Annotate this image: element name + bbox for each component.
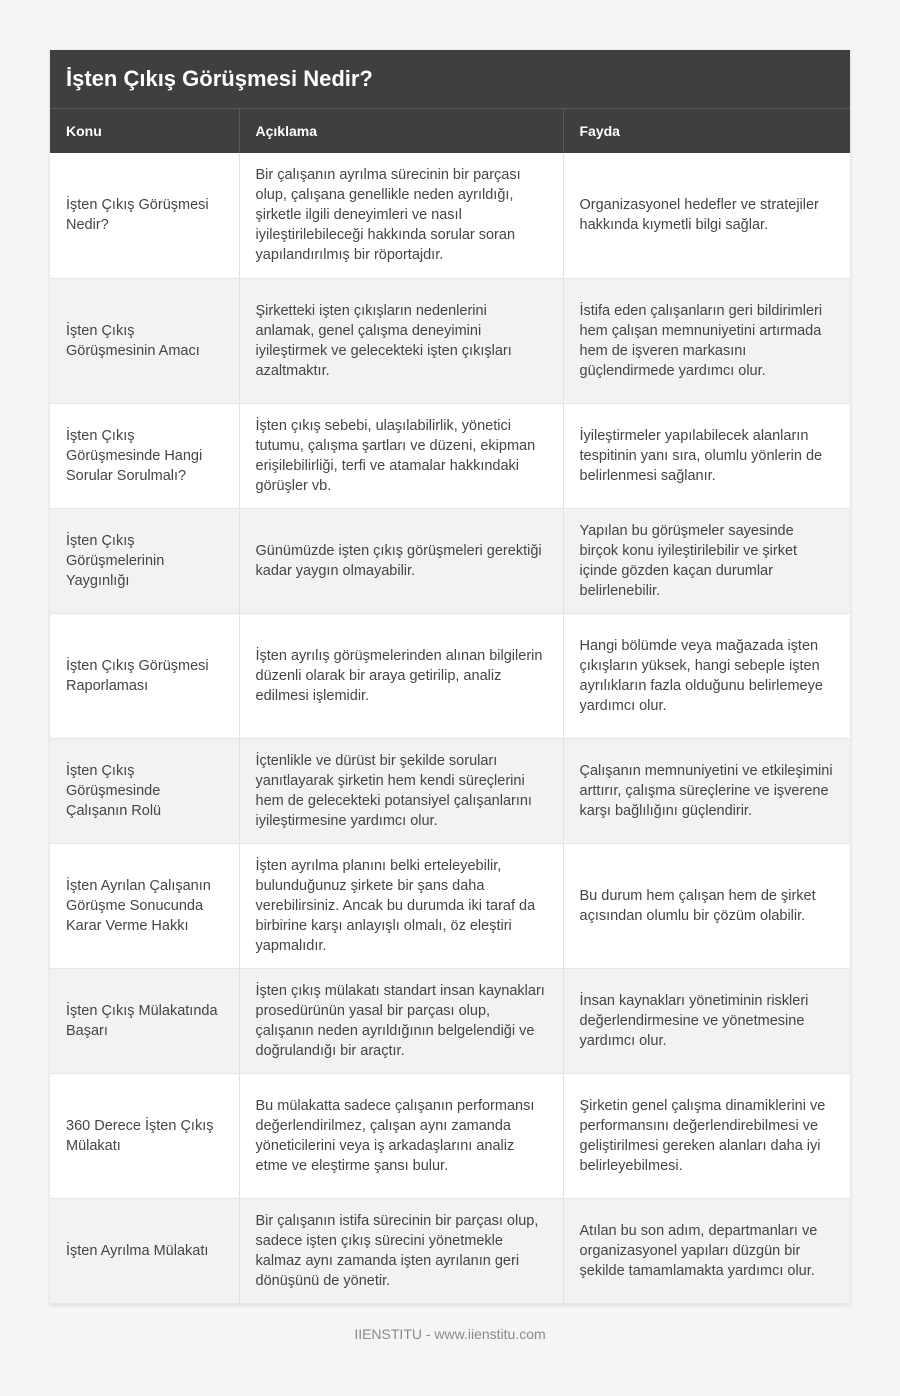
cell-aciklama: İçtenlikle ve dürüst bir şekilde soruları yanıtlayarak şirketin hem kendi süreçlerini hem de gelecekteki potansiyel çalışanlarını iyileştirmesine yardımcı olur. xyxy=(239,738,563,843)
cell-fayda: Hangi bölümde veya mağazada işten çıkışların yüksek, hangi sebeple işten ayrılıkların fazla olduğunu belirlemeye yardımcı olur. xyxy=(563,613,850,738)
column-header-aciklama: Açıklama xyxy=(239,109,563,153)
cell-aciklama: Bu mülakatta sadece çalışanın performansı değerlendirilmez, çalışan aynı zamanda yöneticilerini veya iş arkadaşlarını analiz etme ve eleştirme şansı bulur. xyxy=(239,1073,563,1198)
cell-konu: İşten Çıkış Görüşmesinin Amacı xyxy=(50,278,239,403)
cell-aciklama: Günümüzde işten çıkış görüşmeleri gerektiği kadar yaygın olmayabilir. xyxy=(239,508,563,613)
table-row xyxy=(50,508,850,613)
cell-aciklama: Bir çalışanın ayrılma sürecinin bir parçası olup, çalışana genellikle neden ayrıldığı, şirketle ilgili deneyimleri ve nasıl iyileştirilebileceği hakkında sorular soran yapılandırılmış bir röportajdır. xyxy=(239,153,563,278)
info-table xyxy=(50,109,850,1304)
cell-fayda: Çalışanın memnuniyetini ve etkileşimini arttırır, çalışma süreçlerine ve işverene karşı bağlılığını güçlendirir. xyxy=(563,738,850,843)
cell-konu: İşten Ayrılan Çalışanın Görüşme Sonucunda Karar Verme Hakkı xyxy=(50,843,239,968)
page-title: İşten Çıkış Görüşmesi Nedir? xyxy=(50,50,850,109)
cell-aciklama: Bir çalışanın istifa sürecinin bir parçası olup, sadece işten çıkış sürecini yönetmekle kalmaz aynı zamanda işten ayrılanın geri dönüşünü de yönetir. xyxy=(239,1198,563,1303)
table-row xyxy=(50,1073,850,1198)
cell-konu: 360 Derece İşten Çıkış Mülakatı xyxy=(50,1073,239,1198)
table-card xyxy=(50,50,850,1304)
cell-fayda: Organizasyonel hedefler ve stratejiler hakkında kıymetli bilgi sağlar. xyxy=(563,153,850,278)
cell-konu: İşten Ayrılma Mülakatı xyxy=(50,1198,239,1303)
table-row xyxy=(50,613,850,738)
cell-fayda: Şirketin genel çalışma dinamiklerini ve performansını değerlendirebilmesi ve geliştirilmesi gereken alanları daha iyi belirleyebilmesi. xyxy=(563,1073,850,1198)
cell-konu: İşten Çıkış Mülakatında Başarı xyxy=(50,968,239,1073)
cell-fayda: İnsan kaynakları yönetiminin riskleri değerlendirmesine ve yönetmesine yardımcı olur. xyxy=(563,968,850,1073)
cell-fayda: Bu durum hem çalışan hem de şirket açısından olumlu bir çözüm olabilir. xyxy=(563,843,850,968)
footer-credit: IIENSTITU - www.iienstitu.com xyxy=(354,1326,546,1342)
column-header-fayda: Fayda xyxy=(563,109,850,153)
cell-konu: İşten Çıkış Görüşmesi Nedir? xyxy=(50,153,239,278)
table-row xyxy=(50,403,850,508)
cell-fayda: İyileştirmeler yapılabilecek alanların tespitinin yanı sıra, olumlu yönlerin de belirlenmesi sağlanır. xyxy=(563,403,850,508)
cell-aciklama: İşten ayrılma planını belki erteleyebilir, bulunduğunuz şirkete bir şans daha verebilirsiniz. Ancak bu durumda iki taraf da birbirine karşı anlayışlı olmalı, öz eleştiri yapmalıdır. xyxy=(239,843,563,968)
table-header-row xyxy=(50,109,850,153)
cell-konu: İşten Çıkış Görüşmelerinin Yaygınlığı xyxy=(50,508,239,613)
cell-aciklama: İşten çıkış mülakatı standart insan kaynakları prosedürünün yasal bir parçası olup, çalışanın neden ayrıldığının belgelendiği ve doğrulandığı bir araçtır. xyxy=(239,968,563,1073)
table-row xyxy=(50,843,850,968)
column-header-konu: Konu xyxy=(50,109,239,153)
table-row xyxy=(50,153,850,278)
cell-fayda: Atılan bu son adım, departmanları ve organizasyonel yapıları düzgün bir şekilde tamamlamakta yardımcı olur. xyxy=(563,1198,850,1303)
table-row xyxy=(50,968,850,1073)
cell-fayda: İstifa eden çalışanların geri bildirimleri hem çalışan memnuniyetini artırmada hem de işveren markasını güçlendirmede yardımcı olur. xyxy=(563,278,850,403)
cell-aciklama: Şirketteki işten çıkışların nedenlerini anlamak, genel çalışma deneyimini iyileştirmek ve gelecekteki işten çıkışları azaltmaktır. xyxy=(239,278,563,403)
cell-konu: İşten Çıkış Görüşmesinde Çalışanın Rolü xyxy=(50,738,239,843)
cell-fayda: Yapılan bu görüşmeler sayesinde birçok konu iyileştirilebilir ve şirket içinde gözden kaçan durumlar belirlenebilir. xyxy=(563,508,850,613)
cell-aciklama: İşten ayrılış görüşmelerinden alınan bilgilerin düzenli olarak bir araya getirilip, analiz edilmesi işlemidir. xyxy=(239,613,563,738)
cell-konu: İşten Çıkış Görüşmesi Raporlaması xyxy=(50,613,239,738)
cell-konu: İşten Çıkış Görüşmesinde Hangi Sorular Sorulmalı? xyxy=(50,403,239,508)
table-row xyxy=(50,278,850,403)
table-row xyxy=(50,1198,850,1303)
cell-aciklama: İşten çıkış sebebi, ulaşılabilirlik, yönetici tutumu, çalışma şartları ve düzeni, ekipman erişilebilirliği, terfi ve atamalar hakkındaki görüşler vb. xyxy=(239,403,563,508)
table-row xyxy=(50,738,850,843)
